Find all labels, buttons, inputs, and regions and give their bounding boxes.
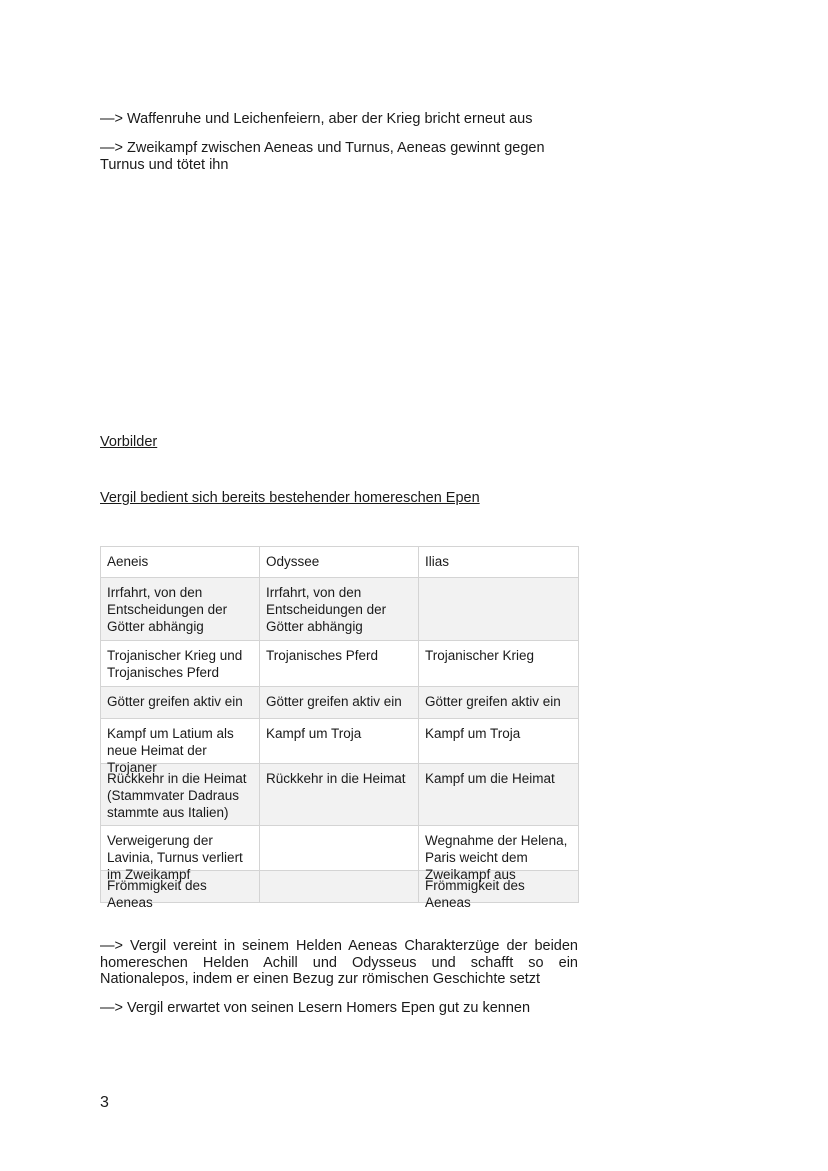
intro-line-1: —> Waffenruhe und Leichenfeiern, aber der Krieg bricht erneut aus — [100, 111, 533, 127]
table-cell: Frömmigkeit des Aeneas — [419, 871, 579, 903]
table-cell: Wegnahme der Helena, Paris weicht dem Zweikampf aus — [419, 826, 579, 871]
table-cell — [260, 826, 419, 871]
section-heading-vorbilder: Vorbilder — [100, 434, 158, 450]
table-cell: Frömmigkeit des Aeneas — [101, 871, 260, 903]
table-row — [101, 826, 579, 871]
table-cell — [419, 578, 579, 641]
section-subheading: Vergil bedient sich bereits bestehender homereschen Epen — [100, 490, 480, 506]
header-odyssee: Odyssee — [260, 547, 419, 578]
table-cell: Trojanischer Krieg — [419, 641, 579, 687]
conclusion-line-2: —> Vergil erwartet von seinen Lesern Homers Epen gut zu kennen — [100, 1000, 531, 1016]
table-cell: Irrfahrt, von den Entscheidungen der Götter abhängig — [260, 578, 419, 641]
table-row — [101, 687, 579, 719]
table-row — [101, 578, 579, 641]
table-cell: Götter greifen aktiv ein — [260, 687, 419, 719]
table-cell: Götter greifen aktiv ein — [101, 687, 260, 719]
page-number: 3 — [100, 1094, 109, 1111]
table-cell: Rückkehr in die Heimat (Stammvater Dadraus stammte aus Italien) — [101, 764, 260, 826]
header-ilias: Ilias — [419, 547, 579, 578]
table-header-row — [101, 547, 579, 578]
table-row — [101, 641, 579, 687]
table-cell: Irrfahrt, von den Entscheidungen der Götter abhängig — [101, 578, 260, 641]
table-row — [101, 764, 579, 826]
table-cell — [260, 871, 419, 903]
table-cell: Kampf um Latium als neue Heimat der Trojaner — [101, 719, 260, 764]
comparison-table — [100, 546, 579, 910]
conclusion-line-1: —> Vergil vereint in seinem Helden Aeneas Charakterzüge der beiden homereschen Helden Achill und Odysseus und schafft so ein Nationalepos, indem er einen Bezug zur römischen Geschichte setzt — [100, 938, 578, 987]
table-cell: Götter greifen aktiv ein — [419, 687, 579, 719]
table-row — [101, 719, 579, 764]
intro-line-2: —> Zweikampf zwischen Aeneas und Turnus, Aeneas gewinnt gegen Turnus und tötet ihn — [100, 140, 545, 173]
table-cell: Verweigerung der Lavinia, Turnus verliert im Zweikampf — [101, 826, 260, 871]
table-cell: Trojanischer Krieg und Trojanisches Pferd — [101, 641, 260, 687]
table-cell: Trojanisches Pferd — [260, 641, 419, 687]
table-cell: Kampf um Troja — [419, 719, 579, 764]
table-cell: Kampf um Troja — [260, 719, 419, 764]
table-cell: Rückkehr in die Heimat — [260, 764, 419, 826]
header-aeneis: Aeneis — [101, 547, 260, 578]
table-cell: Kampf um die Heimat — [419, 764, 579, 826]
